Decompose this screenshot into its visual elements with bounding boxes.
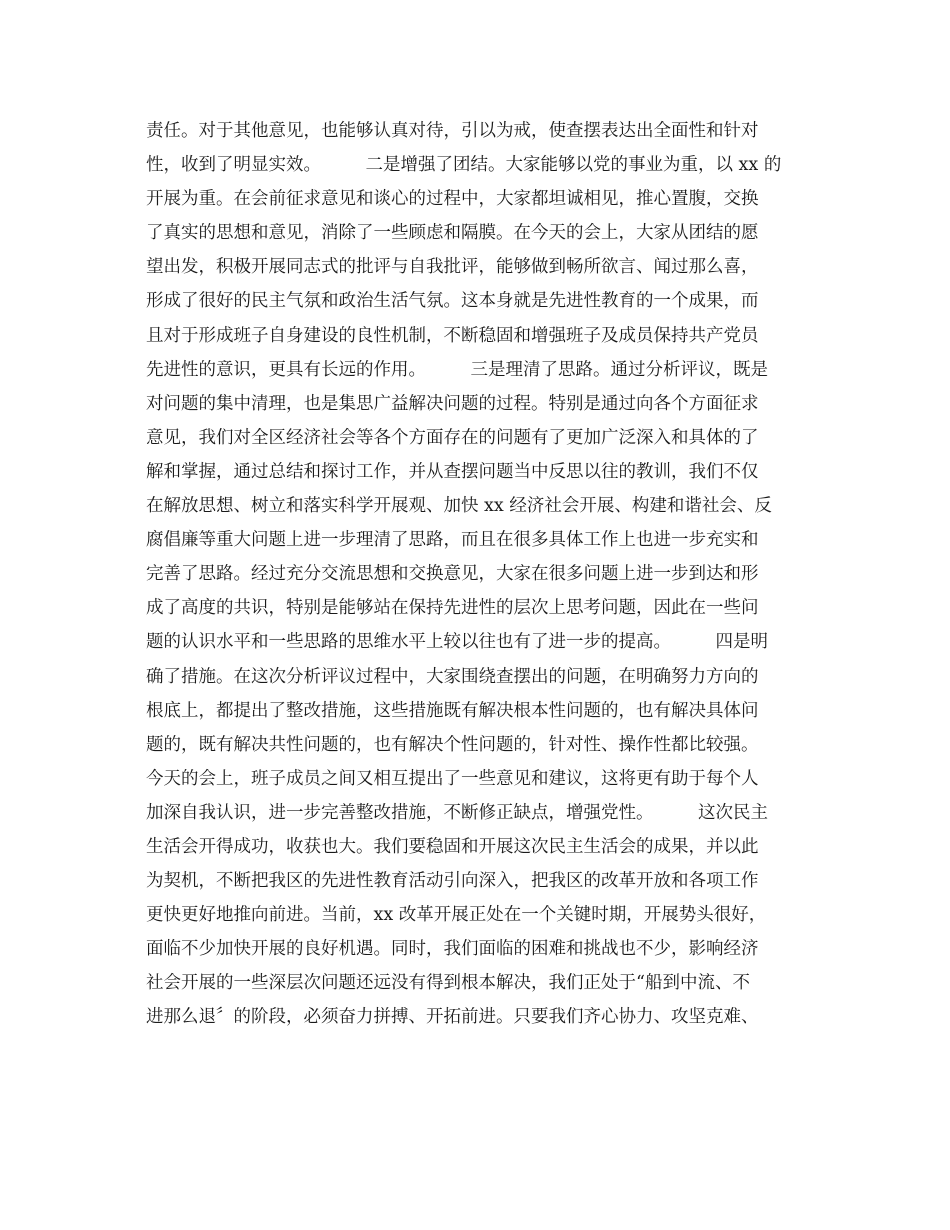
text-line: 了真实的思想和意见，消除了一些顾虑和隔膜。在今天的会上，大家从团结的愿 [146,223,759,244]
text-line: 更快更好地推向前进。当前，xx 改革开展正处在一个关键时期，开展势头很好， [146,905,767,926]
body-text [146,114,816,1035]
text-line: 完善了思路。经过充分交流思想和交换意见，大家在很多问题上进一步到达和形 [146,564,759,585]
text-line: 成了高度的共识，特别是能够站在保持先进性的层次上思考问题，因此在一些问 [146,598,759,619]
text-line: 形成了很好的民主气氛和政治生活气氛。这本身就是先进性教育的一个成果，而 [146,291,759,312]
text-line: 社会开展的一些深层次问题还远没有得到根本解决，我们正处于“船到中流、不 [146,973,750,994]
text-line: 进那么退〞的阶段，必须奋力拼搏、开拓前进。只要我们齐心协力、攻坚克难、 [146,1007,759,1028]
text-line: 今天的会上，班子成员之间又相互提出了一些意见和建议，这将更有助于每个人 [146,768,759,789]
text-line: 先进性的意识，更具有长远的作用。 三是理清了思路。通过分析评议，既是 [146,359,768,380]
text-line: 根底上，都提出了整改措施，这些措施既有解决根本性问题的，也有解决具体问 [146,700,759,721]
text-line: 望出发，积极开展同志式的批评与自我批评，能够做到畅所欲言、闻过那么喜， [146,257,759,278]
text-line: 开展为重。在会前征求意见和谈心的过程中，大家都坦诚相见，推心置腹，交换 [146,189,759,210]
text-line: 确了措施。在这次分析评议过程中，大家围绕查摆出的问题，在明确努力方向的 [146,666,759,687]
text-line: 加深自我认识，进一步完善整改措施，不断修正缺点，增强党性。 这次民主 [146,802,768,823]
text-line: 题的认识水平和一些思路的思维水平上较以往也有了进一步的提高。 四是明 [146,632,768,653]
text-line: 在解放思想、树立和落实科学开展观、加快 xx 经济社会开展、构建和谐社会、反 [146,496,772,517]
text-line: 面临不少加快开展的良好机遇。同时，我们面临的困难和挑战也不少，影响经济 [146,939,759,960]
text-line: 性，收到了明显实效。 二是增强了团结。大家能够以党的事业为重，以 xx 的 [146,155,782,176]
text-line: 为契机，不断把我区的先进性教育活动引向深入，把我区的改革开放和各项工作 [146,871,759,892]
text-line: 题的，既有解决共性问题的，也有解决个性问题的，针对性、操作性都比较强。 [146,734,759,755]
text-line: 腐倡廉等重大问题上进一步理清了思路，而且在很多具体工作上也进一步充实和 [146,530,759,551]
text-line: 生活会开得成功，收获也大。我们要稳固和开展这次民主生活会的成果，并以此 [146,836,759,857]
text-line: 意见，我们对全区经济社会等各个方面存在的问题有了更加广泛深入和具体的了 [146,427,759,448]
text-line: 解和掌握，通过总结和探讨工作，并从查摆问题当中反思以往的教训，我们不仅 [146,461,759,482]
text-line: 对问题的集中清理，也是集思广益解决问题的过程。特别是通过向各个方面征求 [146,393,759,414]
text-line: 责任。对于其他意见，也能够认真对待，引以为戒，使查摆表达出全面性和针对 [146,121,759,141]
text-line: 且对于形成班子自身建设的良性机制，不断稳固和增强班子及成员保持共产党员 [146,325,759,346]
